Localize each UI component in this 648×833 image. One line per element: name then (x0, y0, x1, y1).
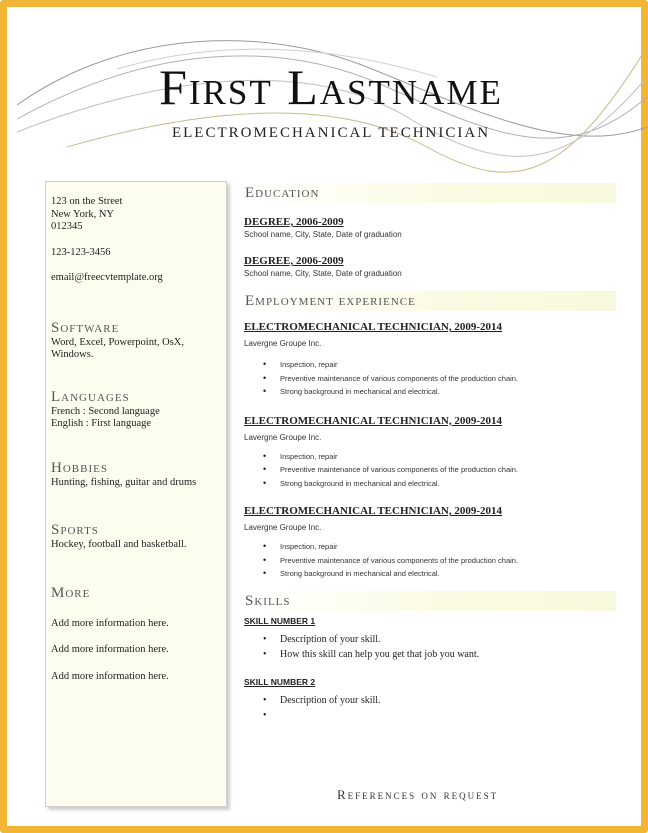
software-line: Windows. (51, 349, 94, 360)
employer-name: Lavergne Groupe Inc. (244, 339, 322, 348)
duty-item: • Strong background in mechanical and electrical. (280, 477, 616, 491)
employment-title: ELECTROMECHANICAL TECHNICIAN, 2009-2014 (244, 505, 503, 517)
sidebar (45, 181, 227, 807)
degree-detail: School name, City, State, Date of graduation (244, 230, 402, 239)
duty-list (244, 450, 616, 491)
duty-item: • Inspection, repair (280, 540, 616, 554)
duty-item: • Preventive maintenance of various components of the production chain. (280, 372, 616, 386)
degree-title: DEGREE, 2006-2009 (244, 255, 344, 267)
skill-item: • Description of your skill. (280, 693, 616, 708)
employment-title: ELECTROMECHANICAL TECHNICIAN, 2009-2014 (244, 321, 503, 333)
job-title: ELECTROMECHANICAL TECHNICIAN (171, 125, 491, 141)
address-line: 123 on the Street (51, 196, 123, 207)
sports-line: Hockey, football and basketball. (51, 539, 187, 550)
software-line: Word, Excel, Powerpoint, OsX, (51, 336, 185, 348)
software-heading: Software (51, 319, 120, 336)
hobbies-line: Hunting, fishing, guitar and drums (51, 476, 197, 488)
more-line: Add more information here. (51, 644, 169, 655)
references-note: References on request (337, 787, 499, 802)
skill-title: SKILL NUMBER 1 (244, 615, 316, 626)
duty-item: • Preventive maintenance of various components of the production chain. (280, 554, 616, 568)
hobbies-heading: Hobbies (51, 459, 108, 476)
skill-item: • Description of your skill. (280, 632, 616, 647)
skill-item: • How this skill can help you get that job you want. (280, 647, 616, 662)
education-heading: Education (244, 183, 616, 203)
employment-heading: Employment experience (244, 291, 616, 311)
duty-item: • Inspection, repair (280, 358, 616, 372)
address-line: New York, NY (51, 208, 115, 220)
duty-item: • Strong background in mechanical and electrical. (280, 567, 616, 581)
candidate-name: First Lastname (159, 59, 503, 115)
address-line: 012345 (51, 221, 83, 232)
degree-detail: School name, City, State, Date of graduation (244, 269, 402, 278)
language-line: English : First language (51, 418, 152, 429)
skill-title: SKILL NUMBER 2 (244, 676, 316, 687)
languages-heading: Languages (51, 388, 130, 405)
degree-title: DEGREE, 2006-2009 (244, 216, 344, 228)
duty-list (244, 358, 616, 399)
language-line: French : Second language (51, 405, 160, 417)
phone-number: 123-123-3456 (51, 246, 111, 258)
skill-item (280, 708, 616, 723)
duty-item: • Inspection, repair (280, 450, 616, 464)
skill-list (244, 693, 616, 723)
duty-item: • Strong background in mechanical and electrical. (280, 385, 616, 399)
more-line: Add more information here. (51, 670, 169, 682)
duty-list (244, 540, 616, 581)
skill-list (244, 632, 616, 662)
employment-title: ELECTROMECHANICAL TECHNICIAN, 2009-2014 (244, 414, 503, 427)
employer-name: Lavergne Groupe Inc. (244, 432, 322, 442)
duty-item: • Preventive maintenance of various components of the production chain. (280, 463, 616, 477)
employer-name: Lavergne Groupe Inc. (244, 523, 322, 532)
more-line: Add more information here. (51, 617, 169, 629)
email-address: email@freecvtemplate.org (51, 272, 163, 283)
more-heading: More (51, 584, 91, 601)
main-content (244, 183, 616, 723)
sports-heading: Sports (51, 522, 99, 538)
skills-heading: Skills (244, 591, 616, 611)
